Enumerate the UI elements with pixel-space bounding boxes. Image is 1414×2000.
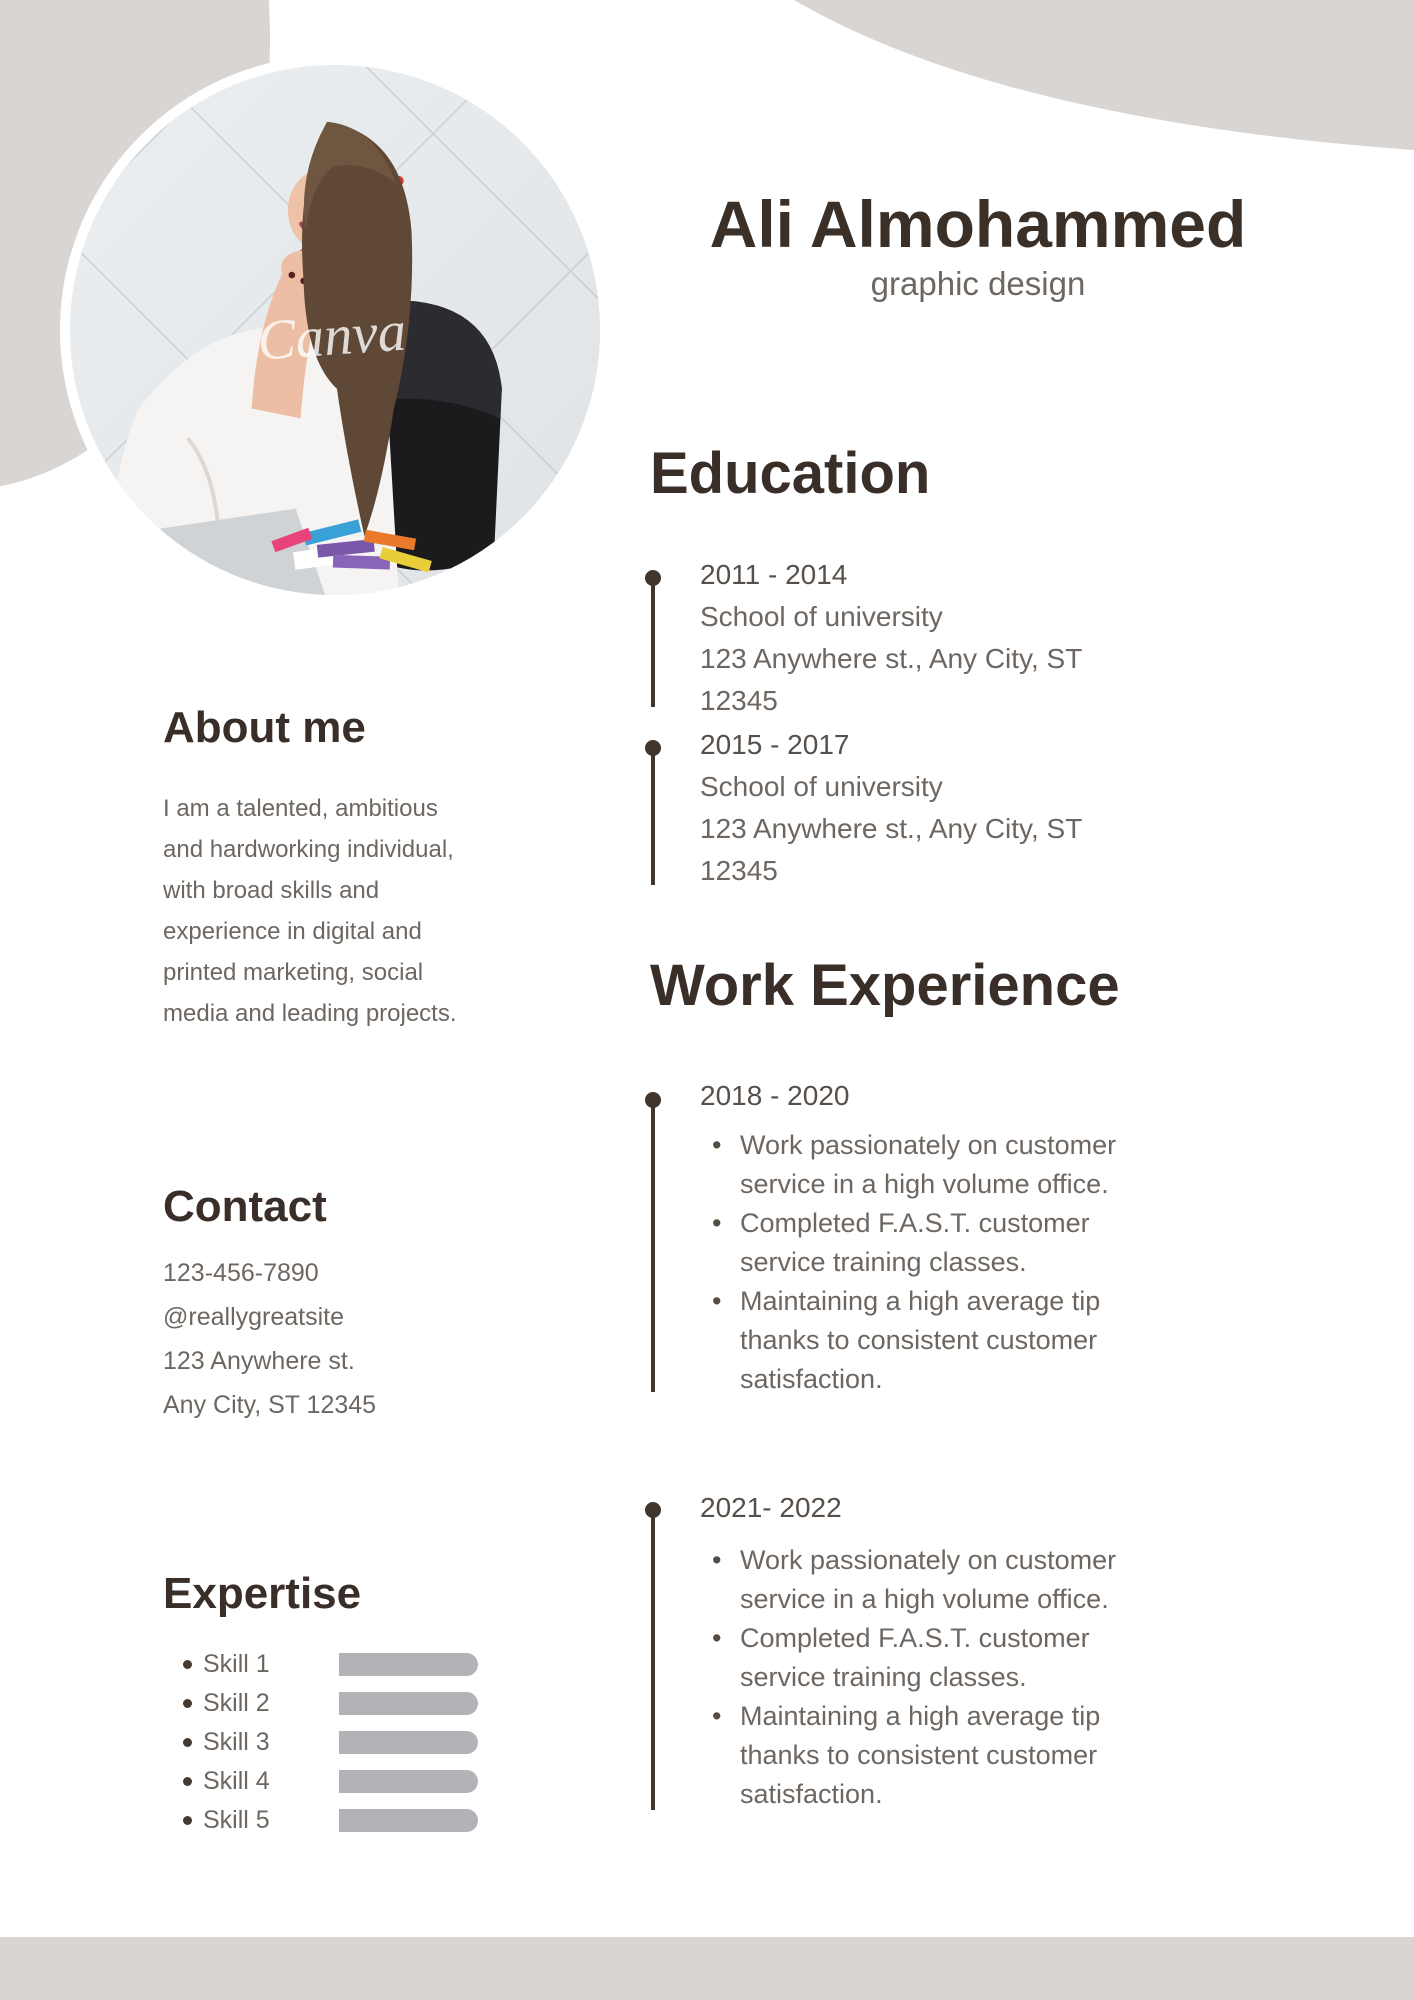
skill-bar	[339, 1731, 478, 1754]
timeline-line	[651, 748, 655, 885]
expertise-heading: Expertise	[163, 1569, 362, 1618]
profile-photo	[60, 55, 610, 605]
profile-photo-illustration	[70, 65, 600, 595]
education-entry	[700, 554, 1130, 722]
laptop-shape	[99, 509, 325, 595]
skill-label: Skill 2	[203, 1689, 270, 1717]
work-dates: 2018 - 2020	[700, 1080, 850, 1111]
skill-row	[183, 1684, 483, 1723]
about-text: I am a talented, ambitious and hardworking individual, with broad skills and experience in digital and printed marketing, social media and leading projects.	[163, 795, 457, 1027]
bullet-dot-icon	[183, 1699, 192, 1708]
work-dates: 2021- 2022	[700, 1492, 842, 1523]
about-heading: About me	[163, 703, 366, 752]
work-bullet: • Maintaining a high average tip thanks to consistent customer satisfaction.	[700, 1697, 1118, 1814]
skill-row	[183, 1762, 483, 1801]
education-address: 123 Anywhere st., Any City, ST 12345	[700, 813, 1082, 886]
contact-phone: 123-456-7890	[163, 1259, 319, 1287]
skill-bar	[339, 1809, 478, 1832]
contact-handle: @reallygreatsite	[163, 1303, 345, 1331]
bullet-dot-icon	[183, 1738, 192, 1747]
contact-list	[163, 1251, 483, 1427]
job-title: graphic design	[870, 265, 1086, 302]
work-bullet-list	[700, 1541, 1118, 1814]
canva-watermark: Canva	[255, 299, 409, 373]
education-dates: 2011 - 2014	[700, 559, 848, 590]
contact-heading: Contact	[163, 1182, 327, 1231]
bullet-dot-icon	[183, 1777, 192, 1786]
timeline-line	[651, 1100, 655, 1392]
skills-list	[183, 1645, 483, 1840]
work-bullet: • Completed F.A.S.T. customer service training classes.	[700, 1204, 1118, 1282]
skill-row	[183, 1801, 483, 1840]
skill-row	[183, 1723, 483, 1762]
skill-label: Skill 4	[203, 1767, 270, 1795]
person-name: Ali Almohammed	[709, 187, 1247, 261]
skill-label: Skill 1	[203, 1650, 270, 1678]
contact-city: Any City, ST 12345	[163, 1391, 377, 1419]
bullet-dot-icon	[183, 1816, 192, 1825]
timeline-line	[651, 578, 655, 707]
work-bullet: • Work passionately on customer service in a high volume office.	[700, 1541, 1118, 1619]
education-entry	[700, 724, 1130, 892]
education-dates: 2015 - 2017	[700, 729, 850, 760]
skill-bar	[339, 1653, 478, 1676]
work-bullet: • Maintaining a high average tip thanks to consistent customer satisfaction.	[700, 1282, 1118, 1399]
decorative-blob-top-right	[794, 0, 1414, 160]
education-address: 123 Anywhere st., Any City, ST 12345	[700, 643, 1082, 716]
skill-label: Skill 3	[203, 1728, 270, 1756]
work-bullet: • Work passionately on customer service in a high volume office.	[700, 1126, 1118, 1204]
skill-label: Skill 5	[203, 1806, 270, 1834]
education-school: School of university	[700, 601, 943, 632]
timeline-line	[651, 1510, 655, 1810]
decorative-footer-band	[0, 1937, 1414, 2000]
education-heading: Education	[650, 441, 931, 506]
education-school: School of university	[700, 771, 943, 802]
work-bullet-list	[700, 1126, 1118, 1399]
work-bullet: • Completed F.A.S.T. customer service training classes.	[700, 1619, 1118, 1697]
contact-street: 123 Anywhere st.	[163, 1347, 355, 1375]
bullet-dot-icon	[183, 1660, 192, 1669]
skill-row	[183, 1645, 483, 1684]
work-experience-heading: Work Experience	[650, 953, 1120, 1018]
skill-bar	[339, 1770, 478, 1793]
skill-bar	[339, 1692, 478, 1715]
